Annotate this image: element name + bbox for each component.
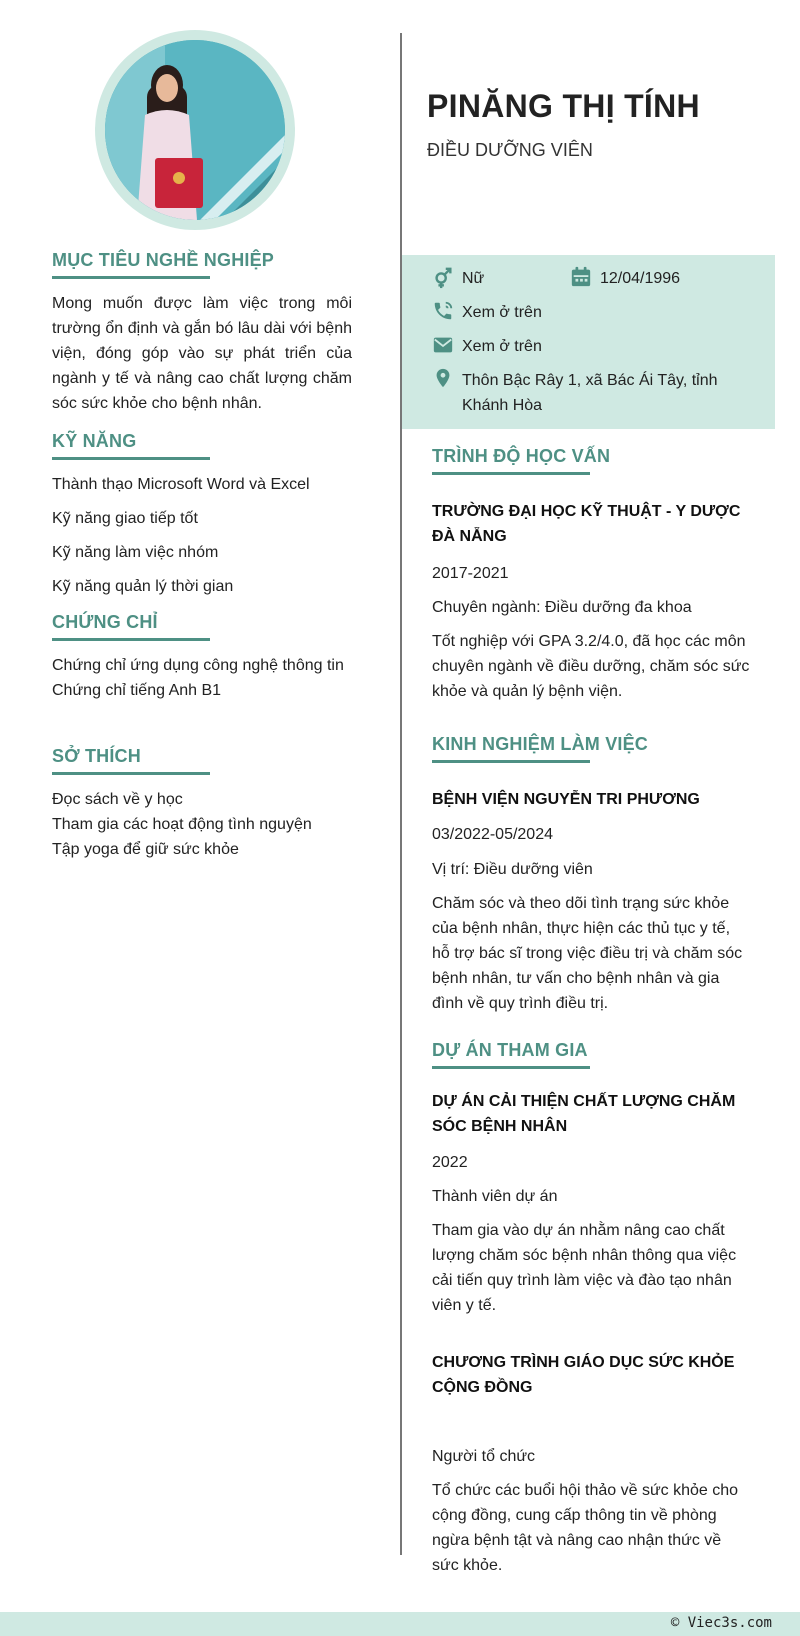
project-role: Người tổ chức (432, 1448, 536, 1465)
list-item: Thành thạo Microsoft Word và Excel (52, 476, 310, 493)
company-name: BỆNH VIỆN NGUYỄN TRI PHƯƠNG (432, 791, 700, 808)
certificates-list (52, 653, 352, 703)
email-icon (432, 334, 454, 356)
project-role: Thành viên dự án (432, 1188, 558, 1205)
hobbies-list (52, 787, 352, 862)
gender-value: Nữ (462, 270, 485, 287)
footer (0, 1612, 800, 1636)
list-item: Chứng chỉ ứng dụng công nghệ thông tin (52, 657, 344, 674)
school-name: TRƯỜNG ĐẠI HỌC KỸ THUẬT - Y DƯỢC ĐÀ NẴNG (432, 503, 741, 545)
portrait-image (105, 40, 285, 220)
list-item: Kỹ năng quản lý thời gian (52, 578, 234, 595)
list-item: Kỹ năng giao tiếp tốt (52, 510, 198, 527)
project-year: 2022 (432, 1154, 468, 1171)
candidate-name: PINĂNG THỊ TÍNH (427, 88, 700, 124)
skills-title: KỸ NĂNG (52, 431, 352, 458)
avatar (105, 40, 285, 220)
education-period: 2017-2021 (432, 565, 509, 582)
skills-list (52, 472, 352, 599)
education-description: Tốt nghiệp với GPA 3.2/4.0, đã học các môn chuyên ngành về điều dưỡng, chăm sóc sức khỏe và quản lý bệnh viện. (432, 633, 750, 700)
experience-description: Chăm sóc và theo dõi tình trạng sức khỏe của bệnh nhân, thực hiện các thủ tục y tế, hỗ trợ bác sĩ trong việc điều trị và chăm sóc bệnh nhân, tư vấn cho bệnh nhân và gia đình về quy trình điều trị. (432, 895, 743, 1012)
certificates-title: CHỨNG CHỈ (52, 612, 352, 639)
location-icon (432, 367, 454, 389)
list-item: Chứng chỉ tiếng Anh B1 (52, 682, 222, 699)
email-value: Xem ở trên (462, 338, 542, 355)
birthdate-value: 12/04/1996 (600, 270, 681, 287)
experience-position: Vị trí: Điều dưỡng viên (432, 861, 593, 878)
experience-period: 03/2022-05/2024 (432, 826, 553, 843)
project-description: Tổ chức các buổi hội thảo về sức khỏe cho cộng đồng, cung cấp thông tin về phòng ngừa bệnh tật và nâng cao nhận thức về sức khỏe. (432, 1482, 739, 1574)
project-name: DỰ ÁN CẢI THIỆN CHẤT LƯỢNG CHĂM SÓC BỆNH NHÂN (432, 1093, 736, 1135)
objective-title: MỤC TIÊU NGHỀ NGHIỆP (52, 250, 352, 277)
phone-icon (432, 300, 454, 322)
list-item: Kỹ năng làm việc nhóm (52, 544, 219, 561)
contact-info-panel (402, 255, 775, 429)
projects-title: DỰ ÁN THAM GIA (432, 1040, 752, 1067)
list-item: Đọc sách về y học (52, 791, 183, 808)
avatar-ring (95, 30, 295, 230)
projects-section (432, 1040, 752, 1578)
experience-section (432, 734, 752, 1016)
footer-credit: © Viec3s.com (670, 1615, 772, 1631)
job-title: ĐIỀU DƯỠNG VIÊN (427, 140, 593, 160)
phone-value: Xem ở trên (462, 304, 542, 321)
address-value: Thôn Bậc Rây 1, xã Bác Ái Tây, tỉnh Khánh Hòa (462, 372, 718, 414)
education-major: Chuyên ngành: Điều dưỡng đa khoa (432, 599, 692, 616)
gender-icon (432, 267, 454, 289)
experience-title: KINH NGHIỆM LÀM VIỆC (432, 734, 752, 761)
education-title: TRÌNH ĐỘ HỌC VẤN (432, 446, 752, 473)
objective-text: Mong muốn được làm việc trong môi trường ổn định và gắn bó lâu dài với bệnh viện, đóng góp vào sự phát triển của ngành y tế và nâng cao chất lượng chăm sóc sức khỏe cho bệnh nhân. (52, 295, 352, 412)
project-description: Tham gia vào dự án nhằm nâng cao chất lượng chăm sóc bệnh nhân thông qua việc cải tiến quy trình làm việc và đào tạo nhân viên y tế. (432, 1222, 737, 1314)
education-section (432, 446, 752, 704)
list-item: Tập yoga để giữ sức khỏe (52, 841, 239, 858)
project-name: CHƯƠNG TRÌNH GIÁO DỤC SỨC KHỎE CỘNG ĐỒNG (432, 1354, 735, 1396)
hobbies-title: SỞ THÍCH (52, 746, 352, 773)
calendar-icon (570, 266, 592, 288)
list-item: Tham gia các hoạt động tình nguyện (52, 816, 312, 833)
